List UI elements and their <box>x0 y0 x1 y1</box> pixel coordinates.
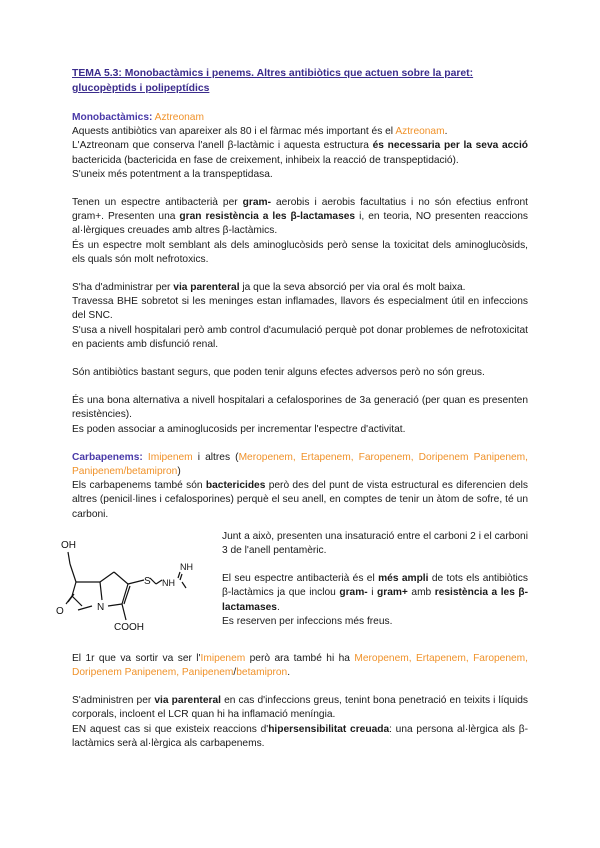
carbapenem-structure-diagram <box>42 530 194 638</box>
paragraph: S'ha d'administrar per via parenteral ja que la seva absorció per via oral és molt baixa. <box>72 282 466 294</box>
page-title: TEMA 5.3: Monobactàmics i penems. Altres antibiòtics que actuen sobre la paret: glucopèptids i polipeptídics <box>72 68 474 94</box>
paragraph: S'administren per via parenteral en cas d'infeccions greus, tenint bona penetració en teixits i líquids corporals, incloent el LCR quan hi ha inflamació meníngia. <box>72 695 528 721</box>
paragraph: És una bona alternativa a nivell hospitalari a cefalosporines de 3a generació (per quan es presenten resistències). <box>72 395 528 421</box>
paragraph: Tenen un espectre antibacterià per gram- aerobis i aerobis facultatius i no són efectius enfront gram+. Presenten una gran resistència a les β-lactamases i, en teoria, NO presenten reaccions al·lèrgiques creuades amb altres β-lactàmics. <box>72 197 529 237</box>
paragraph: S'usa a nivell hospitalari però amb control d'acumulació perquè pot donar problemes de nefrotoxicitat en pacients amb disfunció renal. <box>72 324 528 350</box>
paragraph: EN aquest cas si que existeix reaccions d'hipersensibilitat creuada: una persona al·lèrgica als β-lactàmics serà al·lèrgica als carbapenems. <box>72 723 528 749</box>
paragraph: L'Aztreonam que conserva l'anell β-lactàmic i aquesta estructura és necessaria per la seva acció bactericida (bactericida en fase de creixement, inhibeix la reacció de transpeptidació). <box>72 140 529 166</box>
section-heading-carbapenems: Carbapenems: Imipenem i altres (Meropenem, Ertapenem, Faropenem, Doripenem Panipenem, Panipenem/betamipron) <box>72 451 528 478</box>
paragraph: Els carbapenems també són bactericides però des del punt de vista estructural es diferencien dels altres (penicil·lines i cefalosporines) perquè el seu anell, en comptes de tenir un àtom de sofre, té un carboni. <box>72 480 528 520</box>
document-page <box>56 66 529 751</box>
paragraph: Es reserven per infeccions més freus. <box>222 615 393 627</box>
nh2-label: NH <box>180 561 193 572</box>
oh-label: OH <box>61 539 76 551</box>
paragraph: El 1r que va sortir va ser l'Imipenem però ara també hi ha Meropenem, Ertapenem, Faropenem, Doripenem Panipenem, Panipenem/betamipron. <box>72 652 528 679</box>
cooh-label: COOH <box>114 621 144 633</box>
nh-label: NH <box>162 577 175 588</box>
paragraph: Són antibiòtics bastant segurs, que poden tenir alguns efectes adversos però no són greus. <box>72 367 485 379</box>
paragraph: Aquests antibiòtics van apareixer als 80 i el fàrmac més important és el Aztreonam. <box>72 126 448 138</box>
o-label: O <box>56 605 64 617</box>
paragraph: Travessa BHE sobretot si les meninges estan inflamades, llavors és especialment útil en infeccions del SNC. <box>72 296 528 322</box>
paragraph: El seu espectre antibacterià és el més ampli de tots els antibiòtics β-lactàmics ja que inclou gram- i gram+ amb resistència a les β-lactamases. <box>222 573 528 613</box>
paragraph: Junt a això, presenten una insaturació entre el carboni 2 i el carboni 3 de l'anell pentamèric. <box>222 530 528 557</box>
paragraph: És un espectre molt semblant als dels aminoglucòsids però sense la toxicitat dels aminoglucòsids, els quals són molt nefrotoxics. <box>72 239 528 265</box>
section-heading-monobactamics: Monobactàmics: Aztreonam <box>72 112 204 123</box>
paragraph: S'uneix més potentment a la transpeptidasa. <box>72 168 273 180</box>
s-label: S <box>144 575 151 587</box>
paragraph: Es poden associar a aminoglucosids per incrementar l'espectre d'activitat. <box>72 423 406 435</box>
n-label: N <box>97 601 105 613</box>
